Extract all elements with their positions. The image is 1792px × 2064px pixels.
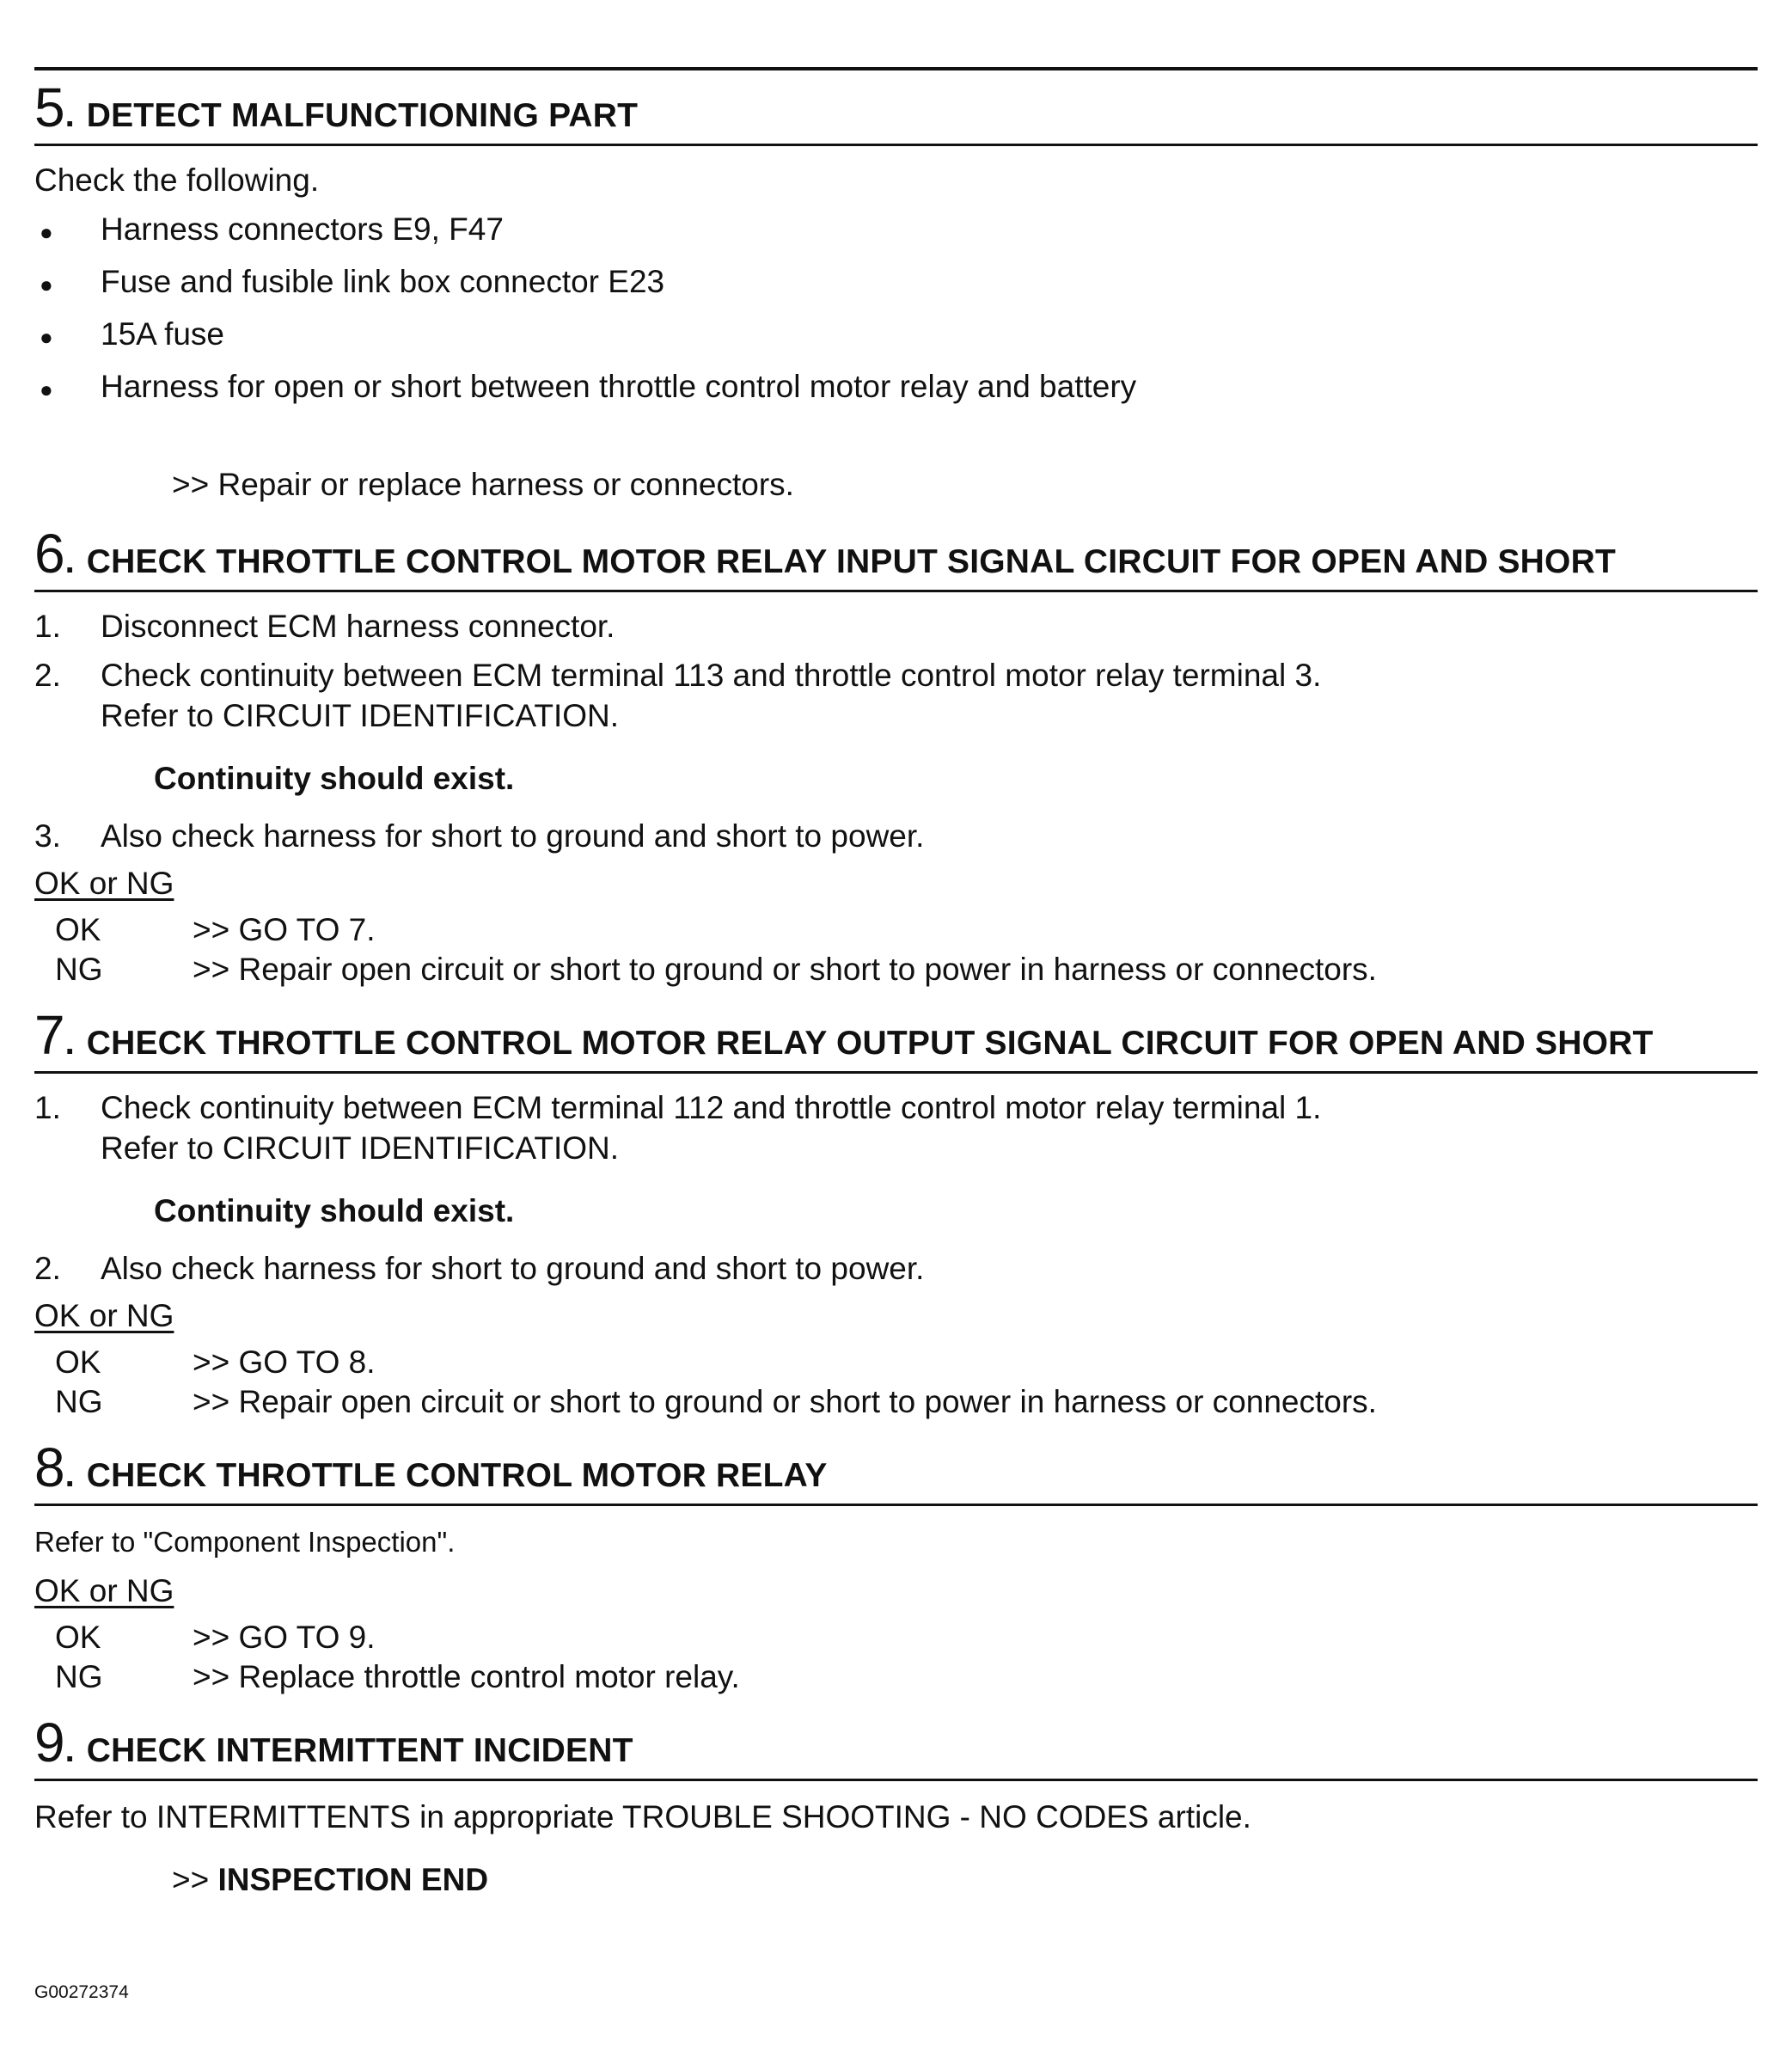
end-prefix: >> — [172, 1862, 210, 1897]
step-number: 1. — [34, 1090, 61, 1125]
step-text: Check continuity between ECM terminal 113 and throttle control motor relay terminal 3. — [101, 658, 1322, 693]
inspection-end — [34, 1859, 1758, 1900]
bullet-dot-icon: ● — [40, 324, 53, 350]
bullet-dot-icon: ● — [40, 377, 53, 402]
ng-action: >> Repair open circuit or short to ground or short to power in harness or connectors. — [193, 952, 1377, 987]
section-heading — [34, 1706, 1758, 1781]
bullet-text: Harness for open or short between throttle control motor relay and battery — [101, 369, 1137, 404]
section-number-dot: . — [64, 542, 75, 580]
section-heading — [34, 517, 1758, 592]
step-subtext: Refer to CIRCUIT IDENTIFICATION. — [101, 698, 620, 733]
section-number-dot: . — [64, 96, 75, 134]
section-number-dot: . — [64, 1731, 75, 1769]
bullet-item — [34, 209, 1758, 253]
bullet-dot-icon: ● — [40, 219, 53, 245]
ok-action: >> GO TO 7. — [193, 912, 376, 947]
figure-id: G00272374 — [34, 1982, 129, 2002]
section-number: 7 — [34, 1004, 65, 1066]
ok-action: >> GO TO 9. — [193, 1620, 376, 1655]
ok-ng-heading: OK or NG — [34, 1573, 174, 1608]
step-number: 2. — [34, 658, 61, 693]
ng-result-row — [34, 950, 1758, 989]
section-number: 5 — [34, 77, 65, 138]
step-item — [34, 606, 1758, 646]
section-body — [34, 1506, 1758, 1697]
intro-text: Refer to "Component Inspection". — [34, 1526, 456, 1558]
section-number: 6 — [34, 523, 65, 585]
continuity-note: Continuity should exist. — [154, 1193, 515, 1228]
section-body — [34, 146, 1758, 505]
section-heading — [34, 998, 1758, 1074]
step-number: 1. — [34, 609, 61, 644]
section-7 — [34, 998, 1758, 1422]
ok-result-row — [34, 910, 1758, 950]
continuity-note: Continuity should exist. — [154, 761, 515, 796]
section-title: CHECK THROTTLE CONTROL MOTOR RELAY — [86, 1457, 828, 1494]
section-number: 8 — [34, 1436, 65, 1498]
ok-code: OK — [55, 912, 101, 947]
section-title: CHECK THROTTLE CONTROL MOTOR RELAY INPUT SIGNAL CIRCUIT FOR OPEN AND SHORT — [86, 543, 1616, 580]
section-title: DETECT MALFUNCTIONING PART — [86, 97, 639, 134]
step-text: Also check harness for short to ground and short to power. — [101, 818, 925, 854]
procedure-page — [34, 67, 1758, 1900]
ok-code: OK — [55, 1344, 101, 1380]
step-item — [34, 816, 1758, 856]
ng-result-row — [34, 1657, 1758, 1697]
intro-text: Check the following. — [34, 162, 320, 198]
ng-action: >> Repair open circuit or short to ground or short to power in harness or connectors. — [193, 1384, 1377, 1419]
bullet-dot-icon: ● — [40, 272, 53, 297]
section-body — [34, 1074, 1758, 1422]
ok-ng-heading: OK or NG — [34, 866, 174, 901]
ng-result-row — [34, 1382, 1758, 1422]
section-body — [34, 1781, 1758, 1900]
ng-action: >> Replace throttle control motor relay. — [193, 1659, 740, 1694]
step-item — [34, 1248, 1758, 1289]
section-number: 9 — [34, 1712, 65, 1773]
ng-code: NG — [55, 1659, 103, 1694]
step-subtext: Refer to CIRCUIT IDENTIFICATION. — [101, 1130, 620, 1166]
ok-result-row — [34, 1618, 1758, 1657]
step-text: Disconnect ECM harness connector. — [101, 609, 615, 644]
ok-ng-heading: OK or NG — [34, 1298, 174, 1333]
ok-action: >> GO TO 8. — [193, 1344, 376, 1380]
step-text: Check continuity between ECM terminal 112 and throttle control motor relay terminal 1. — [101, 1090, 1322, 1125]
section-9 — [34, 1706, 1758, 1900]
bullet-item — [34, 314, 1758, 358]
step-number: 3. — [34, 818, 61, 854]
ng-code: NG — [55, 952, 103, 987]
section-6 — [34, 517, 1758, 989]
ok-result-row — [34, 1343, 1758, 1382]
step-text: Also check harness for short to ground and short to power. — [101, 1251, 925, 1286]
step-text-block — [101, 655, 1321, 736]
section-title: CHECK THROTTLE CONTROL MOTOR RELAY OUTPUT SIGNAL CIRCUIT FOR OPEN AND SHORT — [86, 1025, 1654, 1062]
ok-code: OK — [55, 1620, 101, 1655]
step-text-block — [101, 1087, 1321, 1168]
ng-code: NG — [55, 1384, 103, 1419]
section-heading — [34, 70, 1758, 146]
section-number-dot: . — [64, 1024, 75, 1062]
section-5 — [34, 70, 1758, 505]
step-item — [34, 655, 1758, 736]
intro-text: Refer to INTERMITTENTS in appropriate TROUBLE SHOOTING - NO CODES article. — [34, 1799, 1251, 1834]
section-number-dot: . — [64, 1456, 75, 1494]
bullet-text: 15A fuse — [101, 316, 225, 352]
section-8 — [34, 1430, 1758, 1697]
end-text: INSPECTION END — [217, 1862, 489, 1897]
section-title: CHECK INTERMITTENT INCIDENT — [86, 1732, 633, 1769]
bullet-item — [34, 366, 1758, 410]
step-number: 2. — [34, 1251, 61, 1286]
step-item — [34, 1087, 1758, 1168]
section-heading — [34, 1430, 1758, 1506]
bullet-text: Fuse and fusible link box connector E23 — [101, 264, 665, 299]
result-text: >> Repair or replace harness or connectors. — [172, 467, 794, 502]
bullet-item — [34, 261, 1758, 305]
section-body — [34, 592, 1758, 989]
bullet-text: Harness connectors E9, F47 — [101, 211, 504, 247]
